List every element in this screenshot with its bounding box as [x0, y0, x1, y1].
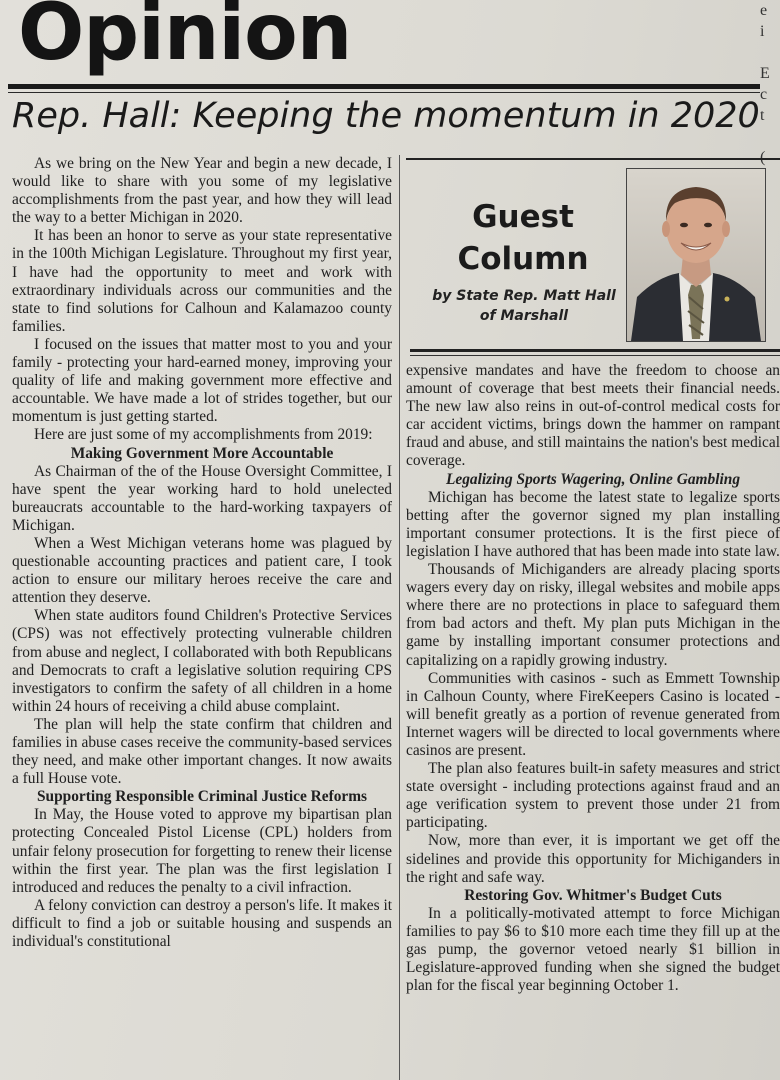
- adjacent-column-edge-text: e i E c t: [760, 2, 770, 124]
- article-column-1: [12, 155, 392, 951]
- paragraph: The plan also features built-in safety measures and strict state oversight - including protections against fraud and an age verification system to prevent those under 21 from participating.: [406, 760, 780, 832]
- paragraph: When a West Michigan veterans home was plagued by questionable accounting practices and patient care, I took action to ensure our military heroes receive the care and attention they deserve.: [12, 534, 392, 607]
- guest-column-box-bottom-rule-thin: [410, 355, 780, 356]
- subheading: Making Government More Accountable: [70, 444, 334, 462]
- paragraph: In May, the House voted to approve my bipartisan plan protecting Concealed Pistol License (CPL) holders from unfair felony prosecution for forgetting to renew their license within the first year. The plan was the first legislation I introduced and reduces the penalty to a civil infraction.: [12, 806, 392, 896]
- author-portrait-photo: [626, 168, 766, 342]
- masthead-rule-thin: [8, 92, 760, 93]
- guest-column-box-top-rule: [406, 158, 780, 160]
- paragraph: Communities with casinos - such as Emmett Township in Calhoun County, where FireKeepers Casino is located - will benefit greatly as a portion of revenue generated from Internet wagers will be directed to local governments where casinos are present.: [406, 669, 780, 759]
- byline-line2: of Marshall: [479, 308, 569, 324]
- paragraph: The plan will help the state confirm that children and families in abuse cases receive the community-based services they need, and make other important changes. It now awaits a full House vote.: [12, 715, 392, 788]
- paragraph: Here are just some of my accomplishments from 2019:: [34, 426, 373, 444]
- paragraph: Now, more than ever, it is important we get off the sidelines and provide this opportunity for Michiganders in the right and safe way.: [406, 832, 780, 886]
- paragraph: A felony conviction can destroy a person's life. It makes it difficult to find a job or suitable housing and suspends an individual's constitutional: [12, 896, 392, 951]
- paragraph: Michigan has become the latest state to legalize sports betting after the governor signed my plan installing important consumer protections. It is the first piece of legislation I have authored that has been made into state law.: [406, 488, 780, 560]
- subheading: Legalizing Sports Wagering, Online Gambling: [445, 470, 741, 488]
- portrait-icon: [627, 169, 765, 341]
- paragraph: When state auditors found Children's Protective Services (CPS) was not effectively protecting vulnerable children from abuse and neglect, I collaborated with both Republicans and Democrats to craft a legislative solution requiring CPS investigators to confirm the safety of all children in a home within 24 hours of receiving a child abuse complaint.: [12, 607, 392, 715]
- paragraph: expensive mandates and have the freedom to choose an amount of coverage that best meets their financial needs. The new law also reins in out-of-control medical costs for car accident victims, brings down the hammer on rampant fraud and abuse, and still maintains the nation's best medical coverage.: [406, 362, 780, 470]
- author-byline: [424, 286, 624, 326]
- paragraph: I focused on the issues that matter most to you and your family - protecting your hard-earned money, improving your quality of life and making government more effective and accountable. We have made a lot of strides together, but our momentum is just getting started.: [12, 335, 392, 426]
- subheading: Restoring Gov. Whitmer's Budget Cuts: [464, 886, 722, 904]
- article-column-2: [406, 362, 780, 995]
- section-masthead: Opinion: [18, 0, 352, 78]
- subheading: Supporting Responsible Criminal Justice Reforms: [36, 788, 368, 806]
- paragraph: Thousands of Michiganders are already placing sports wagers every day on risky, illegal websites and mobile apps where there are no protections in place to safeguard them from bad actors and theft. My plan puts Michigan in the game by installing important consumer protections and capitalizing on a rapidly growing industry.: [406, 561, 780, 669]
- article-headline: Rep. Hall: Keeping the momentum in 2020: [12, 96, 760, 136]
- masthead-rule-thick: [8, 84, 760, 89]
- guest-label-line1: Guest: [472, 199, 574, 235]
- paragraph: As Chairman of the of the House Oversight Committee, I have spent the year working hard to hold unelected bureaucrats accountable to the hard-working taxpayers of Michigan.: [12, 462, 392, 534]
- paragraph: As we bring on the New Year and begin a new decade, I would like to share with you some of my legislative accomplishments from the past year, and how they will lead the way to a better Michigan in 2020.: [12, 155, 392, 227]
- column-divider: [399, 155, 400, 1080]
- guest-column-box-bottom-rule: [410, 349, 780, 352]
- guest-label-line2: Column: [457, 241, 589, 277]
- byline-line1: by State Rep. Matt Hall: [432, 288, 616, 304]
- guest-column-label: [418, 196, 628, 280]
- paragraph: It has been an honor to serve as your state representative in the 100th Michigan Legislature. Throughout my first year, I have had the opportunity to meet and work with extraordinary individuals across our communities and the state to find solutions for Calhoun and Kalamazoo county families.: [12, 227, 392, 335]
- paragraph: In a politically-motivated attempt to force Michigan families to pay $6 to $10 more each time they fill up at the gas pump, the governor vetoed nearly $1 billion in Legislature-approved funding when she signed the budget plan for the fiscal year beginning October 1.: [406, 904, 780, 995]
